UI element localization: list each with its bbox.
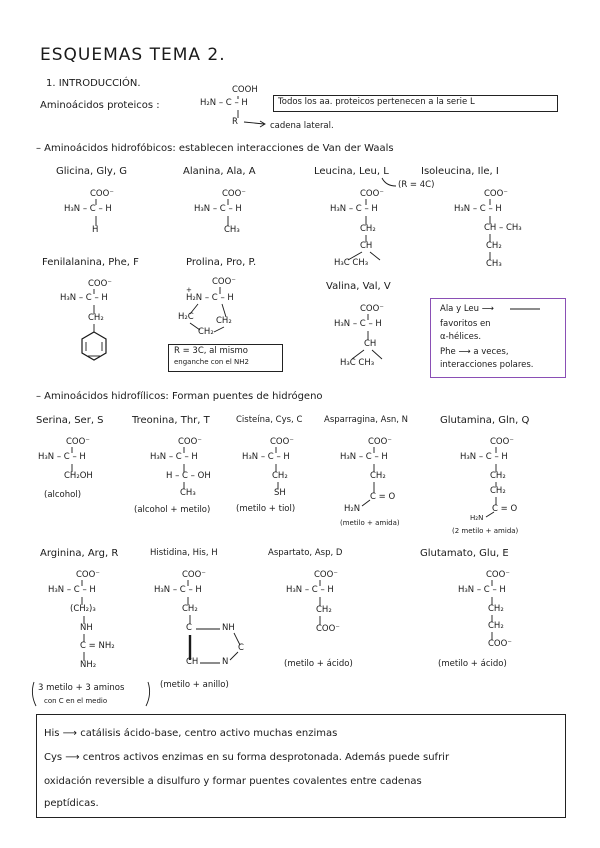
name-aspartato: Aspartato, Asp, D	[268, 548, 343, 558]
ala-coo: COO⁻	[222, 189, 246, 199]
bottom-line-1: His ⟶ catálisis ácido-base, centro activo muchas enzimas	[44, 728, 338, 739]
purple-line-5: interacciones polares.	[440, 360, 534, 370]
gln-h2n: H₂N	[470, 514, 484, 522]
asn-co: C = O	[370, 492, 396, 502]
name-glutamina: Glutamina, Gln, Q	[440, 415, 530, 426]
purple-line-4: Phe ⟶ a veces,	[440, 347, 509, 357]
name-histidina: Histidina, His, H	[150, 548, 218, 558]
purple-line-3: α-hélices.	[440, 332, 482, 342]
his-n: N	[222, 657, 229, 667]
asp-coo: COO⁻	[314, 570, 338, 580]
gln-ch2a: CH₂	[490, 471, 506, 481]
ile-ch2: CH₂	[486, 241, 502, 251]
cys-note: (metilo + tiol)	[236, 504, 296, 514]
asn-coo: COO⁻	[368, 437, 392, 447]
glu-core: H₃N – C – H	[458, 585, 506, 595]
gly-coo: COO⁻	[90, 189, 114, 199]
arg-ch2-3: (CH₂)₃	[70, 604, 96, 614]
asn-core: H₃N – C – H	[340, 452, 388, 462]
cys-sh: SH	[274, 488, 286, 498]
gln-ch2b: CH₂	[490, 486, 506, 496]
intro-core: H₂N – C – H	[200, 98, 248, 108]
thr-note: (alcohol + metilo)	[134, 505, 211, 515]
arg-note-2: con C en el medio	[44, 697, 108, 705]
name-asparragina: Asparragina, Asn, N	[324, 415, 409, 425]
arg-nh: NH	[80, 623, 93, 633]
bottom-line-3: oxidación reversible a disulfuro y formar puentes covalentes entre cadenas	[44, 776, 422, 787]
arg-cnh2: C = NH₂	[80, 641, 115, 651]
bottom-line-2: Cys ⟶ centros activos enzimas en su forma desprotonada. Además puede sufrir	[44, 752, 450, 763]
gln-coo: COO⁻	[490, 437, 514, 447]
name-valina: Valina, Val, V	[326, 281, 391, 292]
ser-coo: COO⁻	[66, 437, 90, 447]
his-ch2: CH₂	[182, 604, 198, 614]
phe-core: H₃N – C – H	[60, 293, 108, 303]
phe-coo: COO⁻	[88, 279, 112, 289]
pro-ch2b: CH₂	[198, 327, 214, 337]
ser-core: H₃N – C – H	[38, 452, 86, 462]
leu-core: H₃N – C – H	[330, 204, 378, 214]
pro-coo: COO⁻	[212, 277, 236, 287]
pro-plus: +	[186, 286, 192, 294]
intro-r: R	[232, 117, 238, 127]
gly-h: H	[92, 225, 99, 235]
ala-ch3: CH₃	[224, 225, 240, 235]
gln-note: (2 metilo + amida)	[452, 527, 519, 535]
his-nh: NH	[222, 623, 235, 633]
thr-core: H₃N – C – H	[150, 452, 198, 462]
arg-note-1: 3 metilo + 3 aminos	[38, 683, 125, 693]
asp-ch2: CH₂	[316, 605, 332, 615]
val-core: H₃N – C – H	[334, 319, 382, 329]
name-serina: Serina, Ser, S	[36, 415, 104, 426]
arg-nh2: NH₂	[80, 660, 97, 670]
glu-note: (metilo + ácido)	[438, 659, 507, 669]
leu-ends: H₃C CH₃	[334, 258, 369, 268]
his-core: H₃N – C – H	[154, 585, 202, 595]
leu-note: (R = 4C)	[398, 180, 435, 190]
asn-note: (metilo + amida)	[340, 519, 400, 527]
pro-note-2: enganche con el NH2	[174, 358, 249, 366]
name-arginina: Arginina, Arg, R	[40, 548, 119, 559]
thr-hcoh: H – C – OH	[166, 471, 211, 481]
leu-ch2: CH₂	[360, 224, 376, 234]
page-title: ESQUEMAS TEMA 2.	[40, 45, 226, 65]
arg-core: H₃N – C – H	[48, 585, 96, 595]
arg-coo: COO⁻	[76, 570, 100, 580]
leu-coo: COO⁻	[360, 189, 384, 199]
pro-core: H₂N – C – H	[186, 293, 234, 303]
thr-coo: COO⁻	[178, 437, 202, 447]
cys-ch2: CH₂	[272, 471, 288, 481]
pro-note-1: R = 3C, al mismo	[174, 346, 249, 356]
cys-core: H₃N – C – H	[242, 452, 290, 462]
leu-ch: CH	[360, 241, 373, 251]
asn-h2n: H₂N	[344, 504, 361, 514]
his-c: C	[186, 623, 192, 633]
ile-ch3: CH₃	[486, 259, 502, 269]
glu-ch2a: CH₂	[488, 604, 504, 614]
name-fenilalanina: Fenilalanina, Phe, F	[42, 257, 139, 268]
val-coo: COO⁻	[360, 304, 384, 314]
cys-coo: COO⁻	[270, 437, 294, 447]
glu-ch2b: CH₂	[488, 621, 504, 631]
val-ends: H₃C CH₃	[340, 358, 375, 368]
intro-label: Aminoácidos proteicos :	[40, 100, 160, 111]
hydrophilic-heading: – Aminoácidos hidrofílicos: Forman puentes de hidrógeno	[36, 391, 323, 402]
asn-ch2: CH₂	[370, 471, 386, 481]
purple-line-2: favoritos en	[440, 319, 491, 329]
ala-core: H₃N – C – H	[194, 204, 242, 214]
glu-coo: COO⁻	[486, 570, 510, 580]
intro-boxed-text: Todos los aa. proteicos pertenecen a la serie L	[278, 97, 475, 107]
name-glutamato: Glutamato, Glu, E	[420, 548, 509, 559]
pro-h2c: H₂C	[178, 312, 194, 322]
name-glicina: Glicina, Gly, G	[56, 166, 127, 177]
his-c2: C	[238, 643, 244, 653]
pro-ch2a: CH₂	[216, 316, 232, 326]
name-isoleucina: Isoleucina, Ile, I	[421, 166, 499, 177]
name-prolina: Prolina, Pro, P.	[186, 257, 257, 268]
ile-ch: CH – CH₃	[484, 223, 522, 233]
gln-core: H₃N – C – H	[460, 452, 508, 462]
ile-core: H₃N – C – H	[454, 204, 502, 214]
thr-ch3: CH₃	[180, 488, 196, 498]
asp-core: H₃N – C – H	[286, 585, 334, 595]
asp-note: (metilo + ácido)	[284, 659, 353, 669]
phe-ch2: CH₂	[88, 313, 104, 323]
gly-core: H₃N – C – H	[64, 204, 112, 214]
intro-cadena: cadena lateral.	[270, 121, 334, 131]
name-cisteina: Cisteína, Cys, C	[236, 415, 303, 425]
ser-ch2oh: CH₂OH	[64, 471, 93, 481]
intro-cooh: COOH	[232, 85, 258, 95]
name-alanina: Alanina, Ala, A	[183, 166, 256, 177]
name-treonina: Treonina, Thr, T	[132, 415, 210, 426]
intro-heading: 1. INTRODUCCIÓN.	[46, 78, 141, 89]
bottom-line-4: peptídicas.	[44, 798, 99, 809]
his-ch: CH	[186, 657, 199, 667]
ile-coo: COO⁻	[484, 189, 508, 199]
asp-coo2: COO⁻	[316, 624, 340, 634]
his-coo: COO⁻	[182, 570, 206, 580]
name-leucina: Leucina, Leu, L	[314, 166, 389, 177]
intro-arrow	[244, 122, 264, 124]
hydrophobic-heading: – Aminoácidos hidrofóbicos: establecen interacciones de Van der Waals	[36, 143, 394, 154]
his-note: (metilo + anillo)	[160, 680, 229, 690]
ser-note: (alcohol)	[44, 490, 82, 500]
val-ch: CH	[364, 339, 377, 349]
glu-coo2: COO⁻	[488, 639, 512, 649]
purple-line-1: Ala y Leu ⟶	[440, 304, 494, 314]
gln-co: C = O	[492, 504, 518, 514]
